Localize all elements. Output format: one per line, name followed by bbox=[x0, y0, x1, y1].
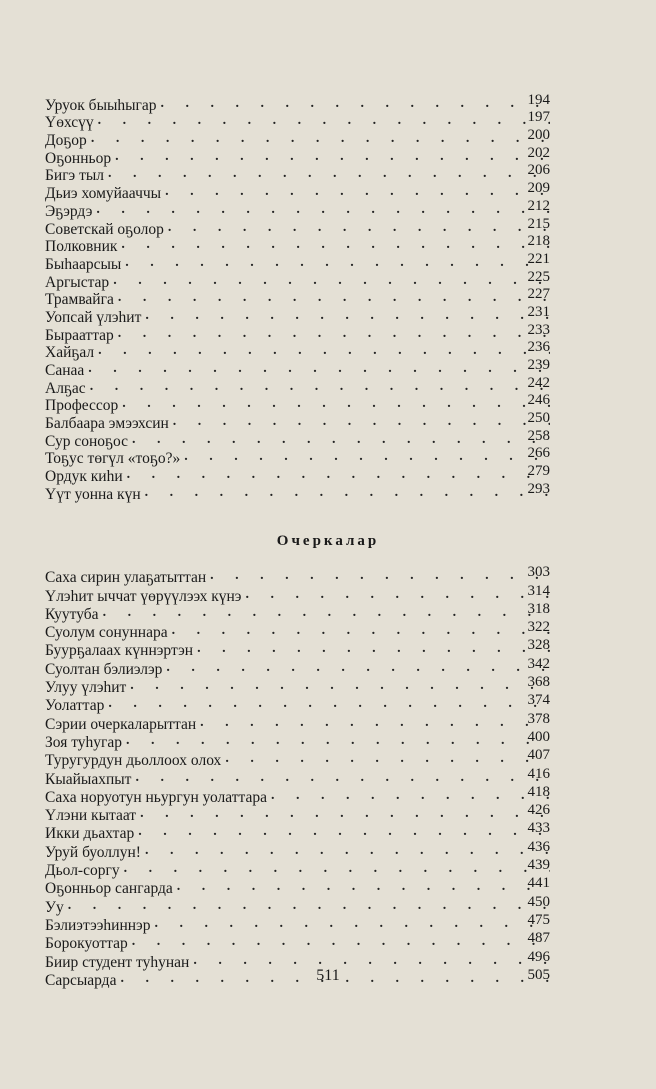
toc-entry-title: Быһаарсыы bbox=[45, 255, 122, 273]
toc-entry bbox=[45, 268, 550, 291]
dot-leader bbox=[165, 185, 550, 199]
toc-entry-title: Бэлиэтээһиннэр bbox=[45, 916, 151, 934]
dot-leader bbox=[98, 344, 550, 358]
dot-leader bbox=[96, 203, 550, 217]
dot-leader bbox=[121, 238, 550, 252]
section-heading: Очеркалар bbox=[276, 533, 380, 549]
toc-entry-title: Саха сирин улаҕатыттан bbox=[45, 569, 207, 587]
toc-entry-page: 200 bbox=[527, 127, 550, 144]
dot-leader bbox=[197, 642, 550, 656]
dot-leader bbox=[118, 291, 550, 305]
toc-entry-page: 314 bbox=[527, 582, 550, 599]
toc-entry bbox=[45, 250, 550, 273]
dot-leader bbox=[154, 917, 550, 931]
toc-section-essays bbox=[45, 564, 550, 989]
toc-entry bbox=[45, 710, 550, 733]
toc-entry-page: 416 bbox=[527, 765, 550, 782]
toc-entry-page: 374 bbox=[527, 692, 550, 709]
toc-entry-title: Уопсай үлэһит bbox=[45, 308, 142, 326]
toc-entry-page: 239 bbox=[527, 357, 550, 373]
dot-leader bbox=[90, 380, 550, 394]
toc-entry-page: 293 bbox=[527, 480, 550, 497]
toc-entry bbox=[45, 215, 550, 238]
toc-entry bbox=[45, 357, 550, 379]
toc-entry-page: 250 bbox=[527, 410, 550, 427]
toc-entry-title: Буурҕалаах күннэртэн bbox=[45, 642, 194, 660]
toc-entry-page: 426 bbox=[527, 802, 550, 819]
dot-leader bbox=[225, 752, 550, 766]
dot-leader bbox=[88, 362, 550, 376]
dot-leader bbox=[113, 274, 550, 288]
toc-entry-title: Эҕэрдэ bbox=[45, 202, 93, 220]
dot-leader bbox=[122, 397, 550, 411]
toc-entry-page: 368 bbox=[527, 674, 550, 691]
toc-entry-page: 197 bbox=[527, 109, 550, 126]
toc-entry-title: Бигэ тыл bbox=[45, 167, 105, 185]
toc-entry-title: Алҕас bbox=[45, 379, 86, 397]
toc-entry-page: 242 bbox=[527, 374, 550, 391]
toc-entry-title: Ордук киһи bbox=[45, 468, 123, 486]
toc-entry-title: Уруй буоллун! bbox=[45, 843, 141, 861]
toc-entry-page: 215 bbox=[527, 215, 550, 232]
dot-leader bbox=[103, 606, 550, 620]
dot-leader bbox=[68, 899, 550, 913]
toc-entry-page: 436 bbox=[527, 838, 550, 855]
toc-entry-title: Бырааттар bbox=[45, 326, 114, 344]
toc-entry-title: Биир студент туһунан bbox=[45, 953, 190, 971]
dot-leader bbox=[130, 679, 550, 693]
dot-leader bbox=[193, 954, 550, 968]
toc-entry-page: 441 bbox=[527, 875, 550, 892]
toc-entry bbox=[45, 802, 550, 825]
toc-entry bbox=[45, 930, 550, 953]
toc-section-stories bbox=[45, 91, 550, 503]
toc-entry-title: Улуу үлэһит bbox=[45, 679, 127, 697]
toc-entry-page: 221 bbox=[527, 250, 550, 267]
toc-entry bbox=[45, 463, 550, 486]
toc-entry-page: 487 bbox=[527, 930, 550, 947]
toc-entry-page: 227 bbox=[527, 286, 550, 303]
toc-entry-title: Зоя туһугар bbox=[45, 733, 123, 751]
toc-entry bbox=[45, 303, 550, 326]
toc-entry-page: 206 bbox=[527, 162, 550, 179]
toc-entry-title: Уолаттар bbox=[45, 697, 105, 715]
toc-entry bbox=[45, 875, 550, 898]
toc-entry-title: Туругурдун дьоллоох олох bbox=[45, 752, 222, 770]
toc-entry bbox=[45, 445, 550, 468]
dot-leader bbox=[166, 661, 550, 675]
toc-entry bbox=[45, 91, 550, 114]
toc-entry bbox=[45, 109, 550, 132]
toc-entry bbox=[45, 674, 550, 697]
toc-entry-title: Кыайыахпыт bbox=[45, 770, 132, 788]
dot-leader bbox=[145, 309, 550, 323]
dot-leader bbox=[118, 327, 550, 341]
toc-entry-title: Уруок быыһыгар bbox=[45, 96, 157, 114]
toc-entry-title: Дьол-соргу bbox=[45, 862, 120, 880]
dot-leader bbox=[132, 433, 550, 447]
toc-entry bbox=[45, 197, 550, 220]
dot-leader bbox=[271, 789, 550, 803]
toc-entry bbox=[45, 127, 550, 150]
toc-entry bbox=[45, 321, 550, 344]
toc-entry bbox=[45, 838, 550, 861]
toc-entry-page: 202 bbox=[527, 144, 550, 161]
toc-entry bbox=[45, 427, 550, 450]
dot-leader bbox=[210, 569, 550, 583]
toc-entry-title: Үлэһит ыччат үөрүүлээх күнэ bbox=[45, 587, 242, 605]
dot-leader bbox=[140, 807, 550, 821]
toc-entry bbox=[45, 410, 550, 433]
toc-entry bbox=[45, 233, 550, 256]
toc-entry-page: 328 bbox=[527, 637, 550, 654]
toc-entry-title: Суолтан бэлиэлэр bbox=[45, 660, 163, 678]
toc-entry-page: 266 bbox=[527, 445, 550, 462]
toc-entry-page: 475 bbox=[527, 911, 550, 928]
toc-entry bbox=[45, 162, 550, 185]
dot-leader bbox=[124, 862, 550, 876]
toc-entry bbox=[45, 619, 550, 642]
toc-entry bbox=[45, 564, 550, 587]
dot-leader bbox=[172, 624, 550, 638]
dot-leader bbox=[145, 486, 550, 500]
toc-entry-page: 246 bbox=[527, 392, 550, 409]
dot-leader bbox=[184, 450, 550, 464]
dot-leader bbox=[127, 468, 550, 482]
toc-entry-title: Саха норуотун ньургун уолаттара bbox=[45, 788, 268, 806]
toc-entry-page: 303 bbox=[527, 564, 550, 581]
dot-leader bbox=[108, 167, 550, 181]
toc-entry-title: Хайҕал bbox=[45, 344, 95, 362]
toc-entry-title: Сэрии очеркаларыттан bbox=[45, 715, 197, 733]
toc-entry bbox=[45, 728, 550, 751]
toc-entry-title: Советскай оҕолор bbox=[45, 220, 164, 238]
toc-entry-title: Оҕонньор сангарда bbox=[45, 880, 173, 898]
toc-entry bbox=[45, 893, 550, 916]
dot-leader bbox=[145, 844, 550, 858]
dot-leader bbox=[98, 114, 550, 128]
toc-entry-page: 418 bbox=[527, 783, 550, 800]
toc-entry-title: Аргыстар bbox=[45, 273, 110, 291]
toc-entry-title: Балбаара эмээхсин bbox=[45, 415, 169, 433]
toc-entry-page: 450 bbox=[527, 893, 550, 910]
toc-entry-page: 209 bbox=[527, 180, 550, 197]
toc-entry-title: Суолум сонуннара bbox=[45, 624, 168, 642]
toc-entry-page: 505 bbox=[527, 966, 550, 983]
toc-entry-title: Сарсыарда bbox=[45, 971, 117, 989]
toc-entry-page: 439 bbox=[527, 857, 550, 874]
toc-entry-page: 322 bbox=[527, 619, 550, 636]
toc-entry-title: Полковник bbox=[45, 238, 118, 256]
toc-entry-page: 400 bbox=[527, 728, 550, 745]
dot-leader bbox=[115, 150, 550, 164]
toc-entry-page: 218 bbox=[527, 233, 550, 250]
toc-entry bbox=[45, 857, 550, 880]
toc-entry-page: 212 bbox=[527, 197, 550, 214]
toc-entry bbox=[45, 655, 550, 678]
toc-entry bbox=[45, 747, 550, 770]
dot-leader bbox=[132, 935, 550, 949]
dot-leader bbox=[168, 221, 550, 235]
toc-entry bbox=[45, 765, 550, 788]
page-number: 511 bbox=[316, 967, 340, 984]
toc-entry bbox=[45, 911, 550, 934]
toc-entry bbox=[45, 144, 550, 167]
toc-entry-title: Профессор bbox=[45, 397, 119, 415]
toc-entry-title: Борокуоттар bbox=[45, 935, 128, 953]
toc-entry bbox=[45, 692, 550, 715]
toc-entry bbox=[45, 582, 550, 605]
toc-entry-title: Дьиэ хомуйааччы bbox=[45, 185, 162, 203]
dot-leader bbox=[245, 588, 550, 602]
dot-leader bbox=[91, 132, 550, 146]
dot-leader bbox=[138, 825, 550, 839]
toc-entry-page: 258 bbox=[527, 427, 550, 444]
toc-entry-page: 279 bbox=[527, 463, 550, 480]
toc-entry-page: 231 bbox=[527, 303, 550, 320]
toc-entry bbox=[45, 600, 550, 623]
dot-leader bbox=[125, 256, 550, 270]
toc-entry-title: Доҕор bbox=[45, 132, 87, 150]
dot-leader bbox=[200, 716, 550, 730]
toc-entry bbox=[45, 637, 550, 660]
toc-entry-title: Куутуба bbox=[45, 605, 99, 623]
toc-entry-title: Үөхсүү bbox=[45, 114, 94, 132]
toc-entry bbox=[45, 374, 550, 397]
toc-entry-title: Оҕонньор bbox=[45, 149, 112, 167]
toc-entry-title: Үлэни кытаат bbox=[45, 807, 137, 825]
toc-entry-title: Тоҕус төгүл «тоҕо?» bbox=[45, 450, 181, 468]
toc-entry-page: 496 bbox=[527, 948, 550, 965]
toc-entry-title: Үүт уонна күн bbox=[45, 485, 141, 503]
toc-entry bbox=[45, 392, 550, 415]
toc-entry bbox=[45, 820, 550, 843]
toc-entry bbox=[45, 783, 550, 806]
toc-entry-title: Трамвайга bbox=[45, 291, 114, 309]
toc-entry-page: 342 bbox=[527, 655, 550, 672]
toc-entry-title: Уу bbox=[45, 898, 64, 916]
toc-entry-page: 433 bbox=[527, 820, 550, 837]
toc-entry bbox=[45, 339, 550, 362]
toc-entry-page: 225 bbox=[527, 268, 550, 285]
toc-entry bbox=[45, 180, 550, 203]
dot-leader bbox=[135, 771, 550, 785]
toc-entry-title: Сур соноҕос bbox=[45, 432, 129, 450]
toc-entry-title: Икки дьахтар bbox=[45, 825, 135, 843]
toc-entry bbox=[45, 480, 550, 503]
dot-leader bbox=[161, 97, 550, 111]
toc-entry-page: 233 bbox=[527, 321, 550, 338]
dot-leader bbox=[126, 734, 550, 748]
dot-leader bbox=[108, 697, 550, 711]
dot-leader bbox=[177, 880, 550, 894]
dot-leader bbox=[173, 415, 550, 429]
toc-entry-page: 378 bbox=[527, 710, 550, 727]
toc-entry-page: 318 bbox=[527, 600, 550, 617]
toc-entry-page: 194 bbox=[527, 91, 550, 108]
toc-entry-title: Санаа bbox=[45, 362, 85, 379]
toc-entry bbox=[45, 286, 550, 309]
toc-entry-page: 236 bbox=[527, 339, 550, 356]
toc-entry-page: 407 bbox=[527, 747, 550, 764]
